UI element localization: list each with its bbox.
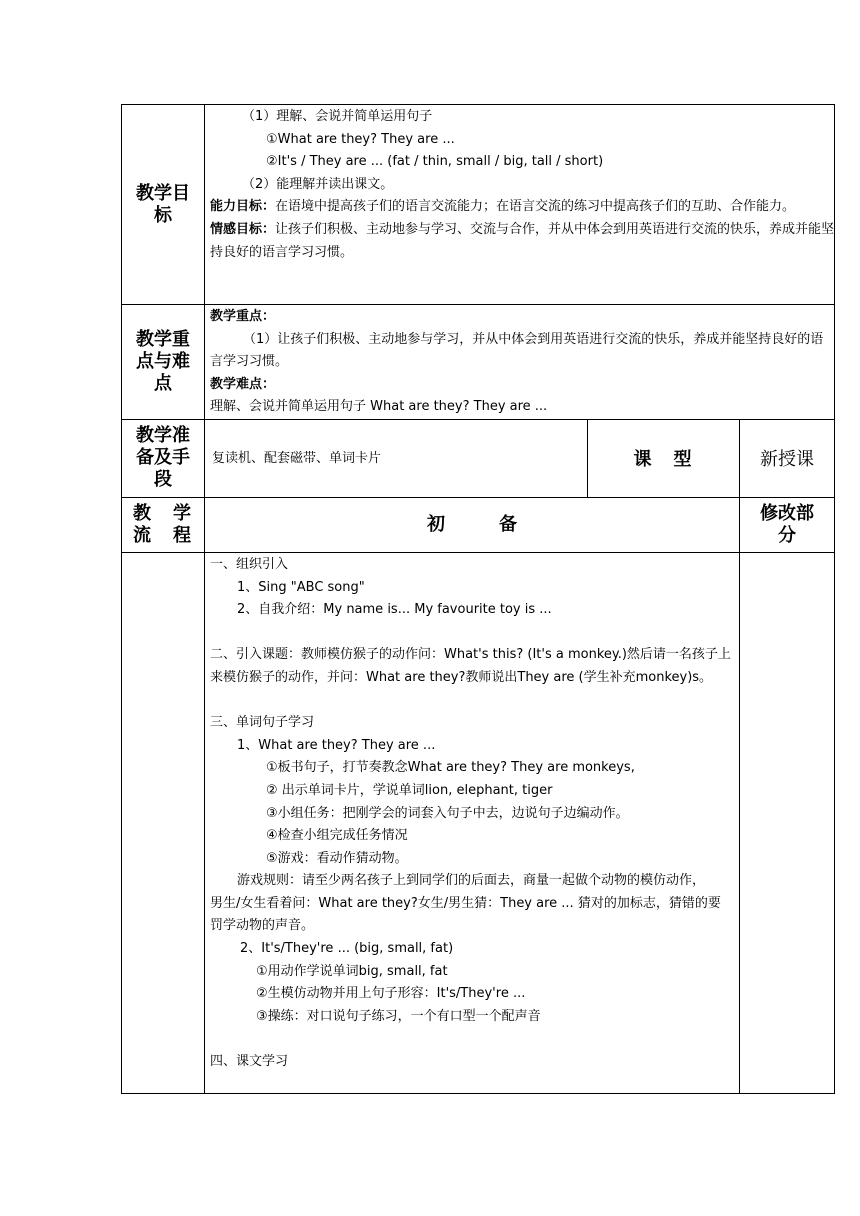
key-points-content bbox=[205, 305, 835, 420]
key-points-header: 教学重点与难点 bbox=[122, 305, 205, 420]
list-item: ⑤游戏：看动作猜动物。 bbox=[266, 850, 408, 866]
lesson-type-value: 新授课 bbox=[740, 419, 835, 497]
revision-cell bbox=[740, 552, 835, 1093]
process-header: 教 学流 程 bbox=[122, 497, 205, 552]
process-row bbox=[122, 552, 835, 1093]
draft-header: 初 备 bbox=[205, 497, 740, 552]
lesson-type-label: 课 型 bbox=[588, 419, 740, 497]
list-item: 2、自我介绍：My name is... My favourite toy is ... bbox=[237, 602, 552, 618]
objective-line: （2）能理解并读出课文。 bbox=[242, 176, 394, 192]
key-points-row bbox=[122, 305, 835, 420]
difficult-text: 理解、会说并简单运用句子 What are they? They are ... bbox=[210, 399, 548, 415]
objective-line: （1）理解、会说并简单运用句子 bbox=[242, 109, 433, 124]
game-rule: 游戏规则：请至少两名孩子上到同学们的后面去，商量一起做个动物的模仿动作， 男生/女生看着问：What are they?女生/男生猜：They are ... 猜对的加标志，猜错的要罚学动物的声音。 bbox=[210, 873, 738, 934]
emotion-text: 让孩子们积极、主动地参与学习、交流与合作，并从中体会到用英语进行交流的快乐，养成并能坚持良好的语言学习习惯。 bbox=[210, 221, 835, 260]
objective-line: ①What are they? They are ... bbox=[266, 131, 455, 147]
difficult-label: 教学难点： bbox=[210, 376, 276, 392]
emotion-objective bbox=[210, 219, 834, 264]
process-header-row bbox=[122, 497, 835, 552]
ability-objective bbox=[210, 196, 834, 219]
objective-line: ②It's / They are ... (fat / thin, small / big, tall / short) bbox=[266, 154, 604, 170]
section-paragraph: 二、引入课题：教师模仿猴子的动作问：What's this? (It's a monkey.)然后请一名孩子上来模仿猴子的动作，并问：What are they?教师说出They are (学生补充monkey)s。 bbox=[210, 647, 731, 685]
list-item: ③小组任务：把刚学会的词套入句子中去，边说句子边编动作。 bbox=[266, 805, 629, 821]
preparation-row bbox=[122, 419, 835, 497]
objectives-header: 教学目标 bbox=[122, 105, 205, 305]
preparation-header: 教学准备及手段 bbox=[122, 419, 205, 497]
emotion-label: 情感目标： bbox=[210, 221, 276, 237]
section-title: 一、组织引入 bbox=[210, 556, 289, 572]
lesson-plan-table bbox=[121, 104, 835, 1094]
ability-label: 能力目标： bbox=[210, 199, 276, 215]
list-item: ③操练：对口说句子练习，一个有口型一个配声音 bbox=[256, 1008, 541, 1024]
list-item: ②生模仿动物并用上句子形容：It's/They're ... bbox=[256, 986, 526, 1002]
section-title: 三、单词句子学习 bbox=[210, 715, 315, 731]
key-text: （1）让孩子们积极、主动地参与学习，并从中体会到用英语进行交流的快乐，养成并能坚持良好的语言学习习惯。 bbox=[210, 331, 824, 370]
ability-text: 在语境中提高孩子们的语言交流能力；在语言交流的练习中提高孩子们的互助、合作能力。 bbox=[275, 199, 796, 215]
list-item: ② 出示单词卡片，学说单词lion, elephant, tiger bbox=[266, 782, 553, 798]
list-item: 2、It's/They're ... (big, small, fat) bbox=[240, 941, 454, 957]
objectives-row bbox=[122, 105, 835, 305]
key-label: 教学重点： bbox=[210, 309, 276, 324]
revision-header: 修改部分 bbox=[740, 497, 835, 552]
list-item: ④检查小组完成任务情况 bbox=[266, 828, 408, 844]
list-item: 1、What are they? They are ... bbox=[237, 737, 436, 753]
preparation-value: 复读机、配套磁带、单词卡片 bbox=[205, 419, 588, 497]
list-item: ①板书句子，打节奏教念What are they? They are monkeys, bbox=[266, 760, 635, 776]
list-item: ①用动作学说单词big, small, fat bbox=[256, 963, 448, 979]
list-item: 1、Sing "ABC song" bbox=[237, 579, 365, 595]
process-side-cell bbox=[122, 552, 205, 1093]
process-content bbox=[205, 552, 740, 1093]
section-title: 四、课文学习 bbox=[210, 1054, 289, 1070]
objectives-content bbox=[205, 105, 835, 305]
